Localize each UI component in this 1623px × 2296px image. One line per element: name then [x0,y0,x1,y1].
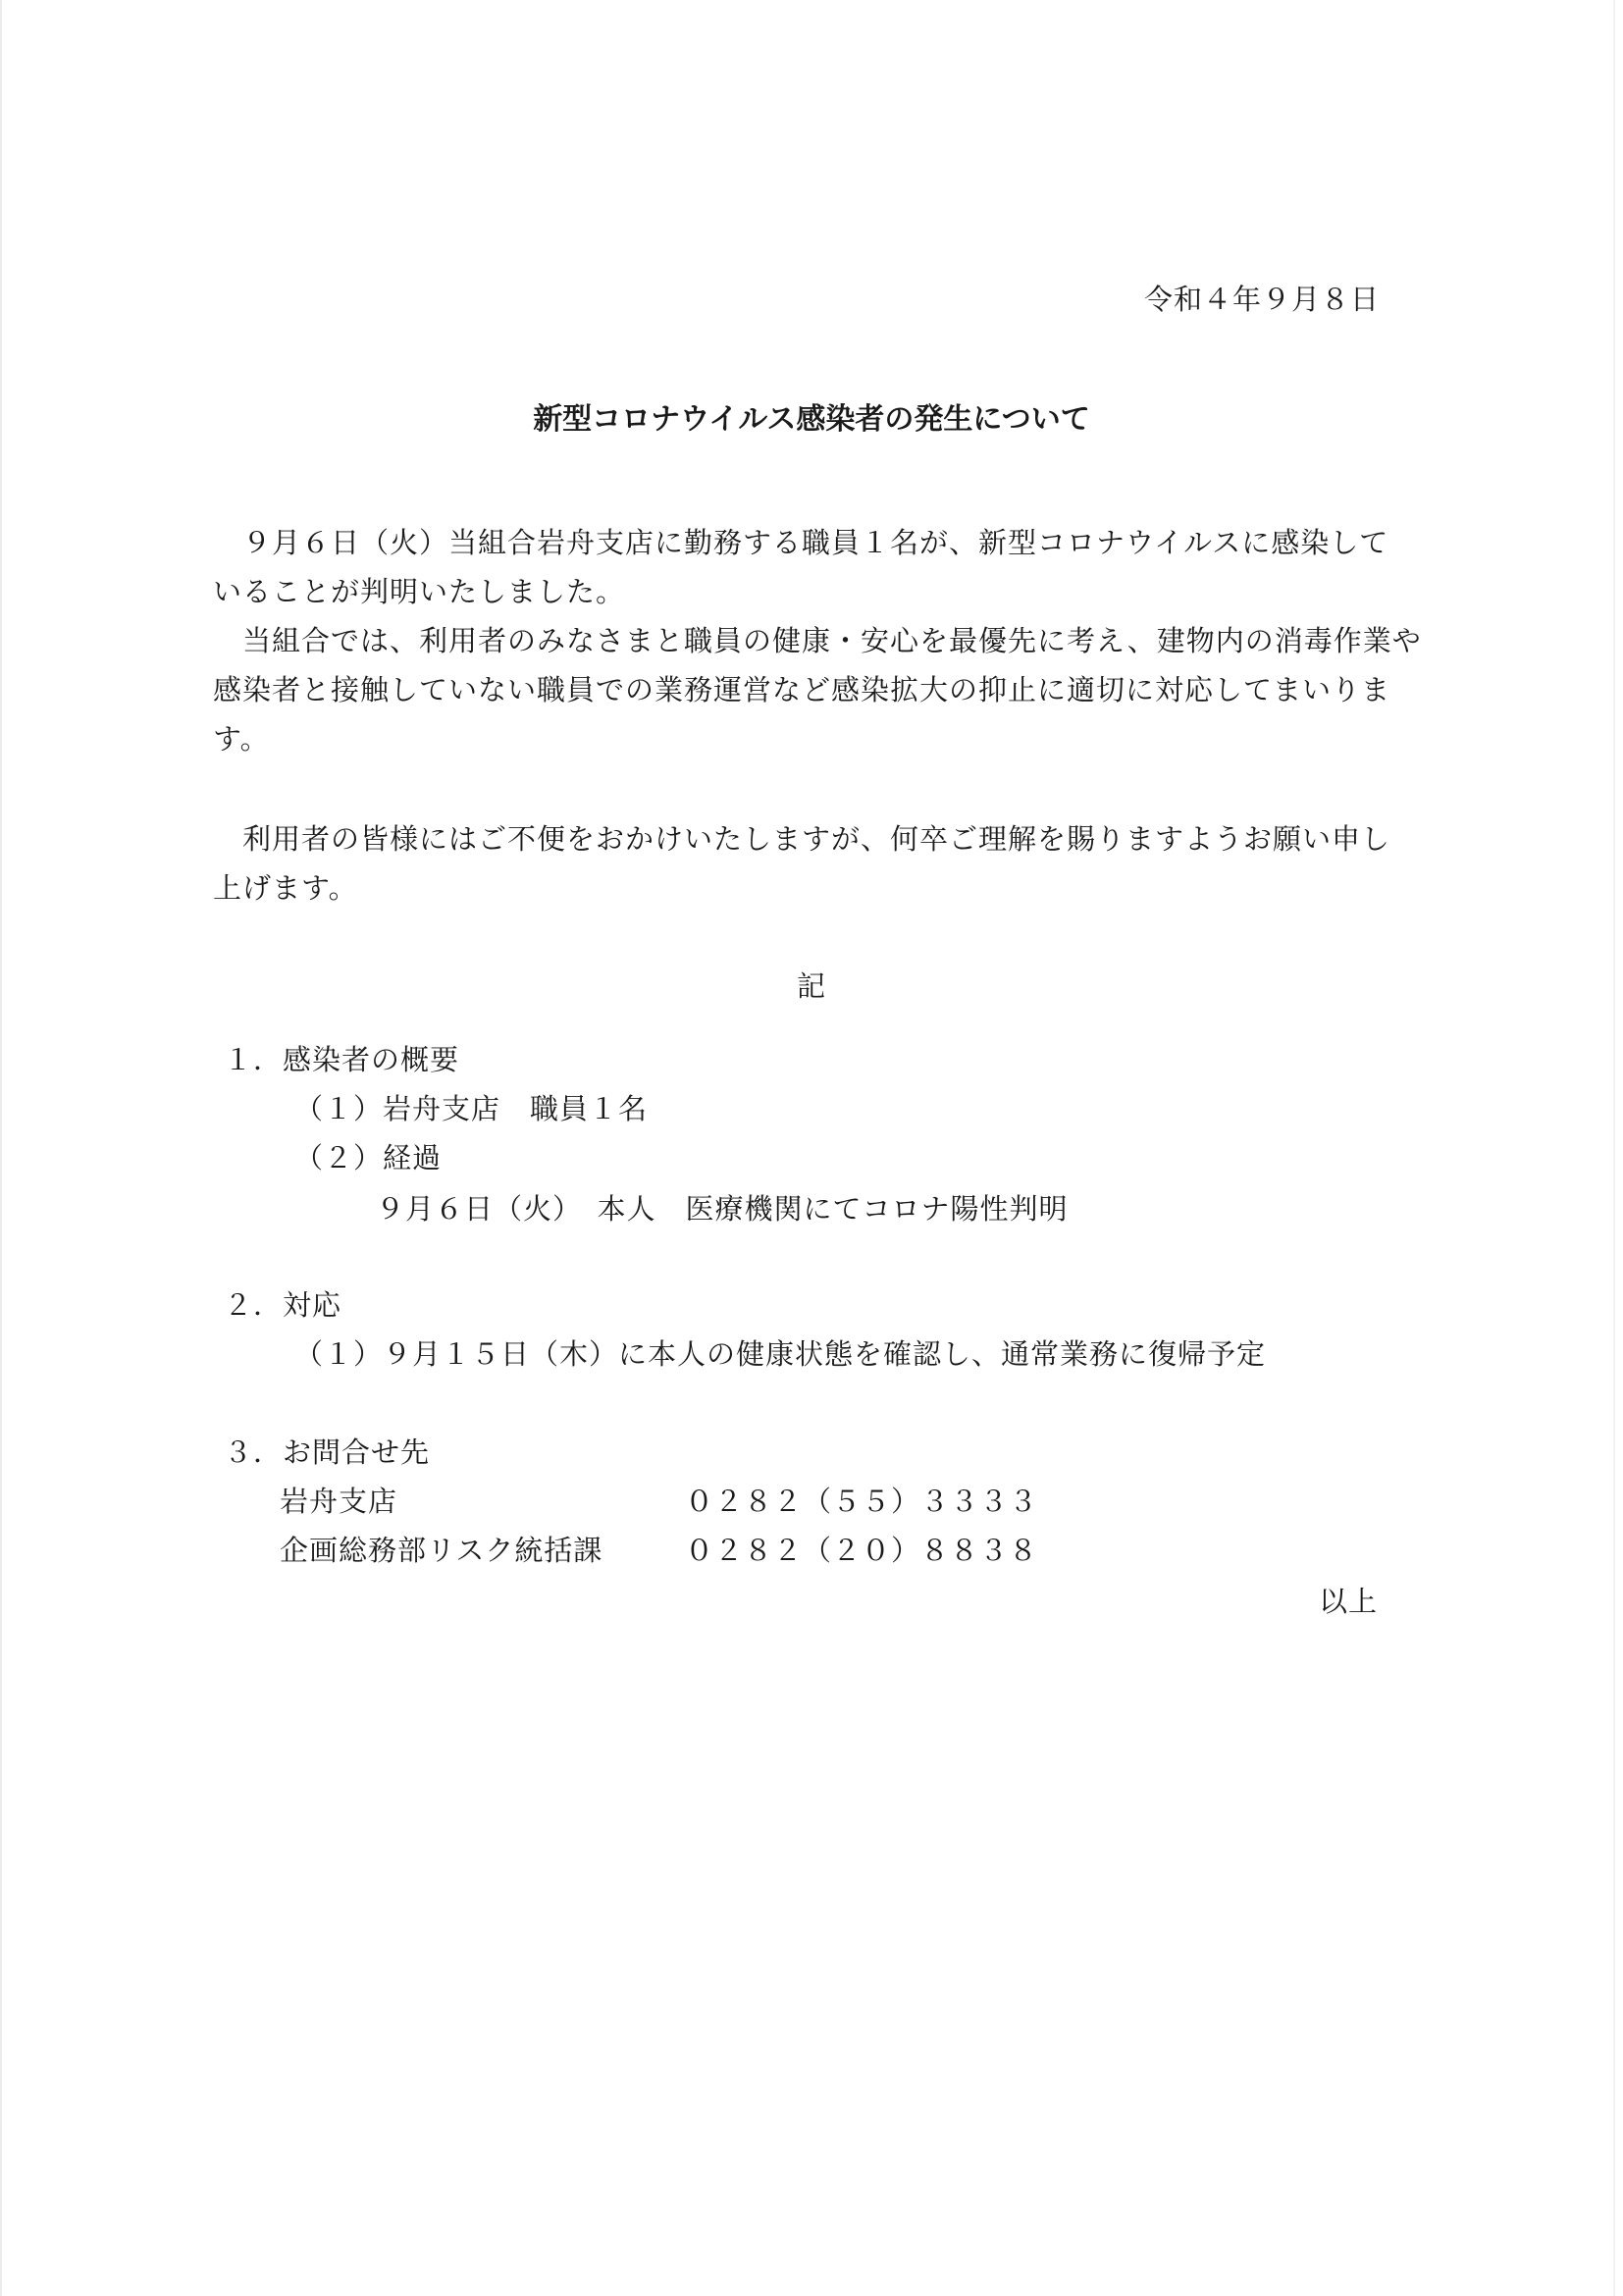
document-date: 令和４年９月８日 [1143,283,1380,316]
closing-mark: 以上 [1318,1585,1378,1618]
section-1-heading: １．感染者の概要 [224,1043,460,1076]
body-line: ９月６日（火）当組合岩舟支店に勤務する職員１名が、新型コロナウイルスに感染して [213,526,1389,559]
scan-edge-right [1613,0,1615,2296]
ki-heading: 記 [796,969,826,1003]
section-1-item-2: （２）経過 [294,1141,443,1174]
section-1-item-2-detail: ９月６日（火） 本人 医療機関にてコロナ陽性判明 [376,1192,1069,1226]
contact-name: 企画総務部リスク統括課 [280,1534,603,1567]
contact-phone: ０２８２（５５）３３３３ [685,1485,1039,1518]
contact-name: 岩舟支店 [280,1485,398,1518]
body-line: す。 [213,722,270,756]
section-2-item-1: （１）９月１５日（木）に本人の健康状態を確認し、通常業務に復帰予定 [294,1337,1267,1371]
body-line: 上げます。 [213,871,358,905]
scan-edge-left [0,0,2,2296]
section-2-heading: ２．対応 [224,1288,342,1322]
body-line: いることが判明いたしました。 [213,575,626,608]
section-3-heading: ３．お問合せ先 [224,1435,431,1469]
body-line: 当組合では、利用者のみなさまと職員の健康・安心を最優先に考え、建物内の消毒作業や [213,624,1422,657]
document-title: 新型コロナウイルス感染者の発生について [533,402,1090,437]
section-1-item-1: （１）岩舟支店 職員１名 [294,1092,649,1125]
body-line: 利用者の皆様にはご不便をおかけいたしますが、何卒ご理解を賜りますようお願い申し [213,822,1391,856]
body-line: 感染者と接触していない職員での業務運営など感染拡大の抑止に適切に対応してまいりま [213,673,1391,706]
contact-phone: ０２８２（２０）８８３８ [685,1534,1039,1567]
